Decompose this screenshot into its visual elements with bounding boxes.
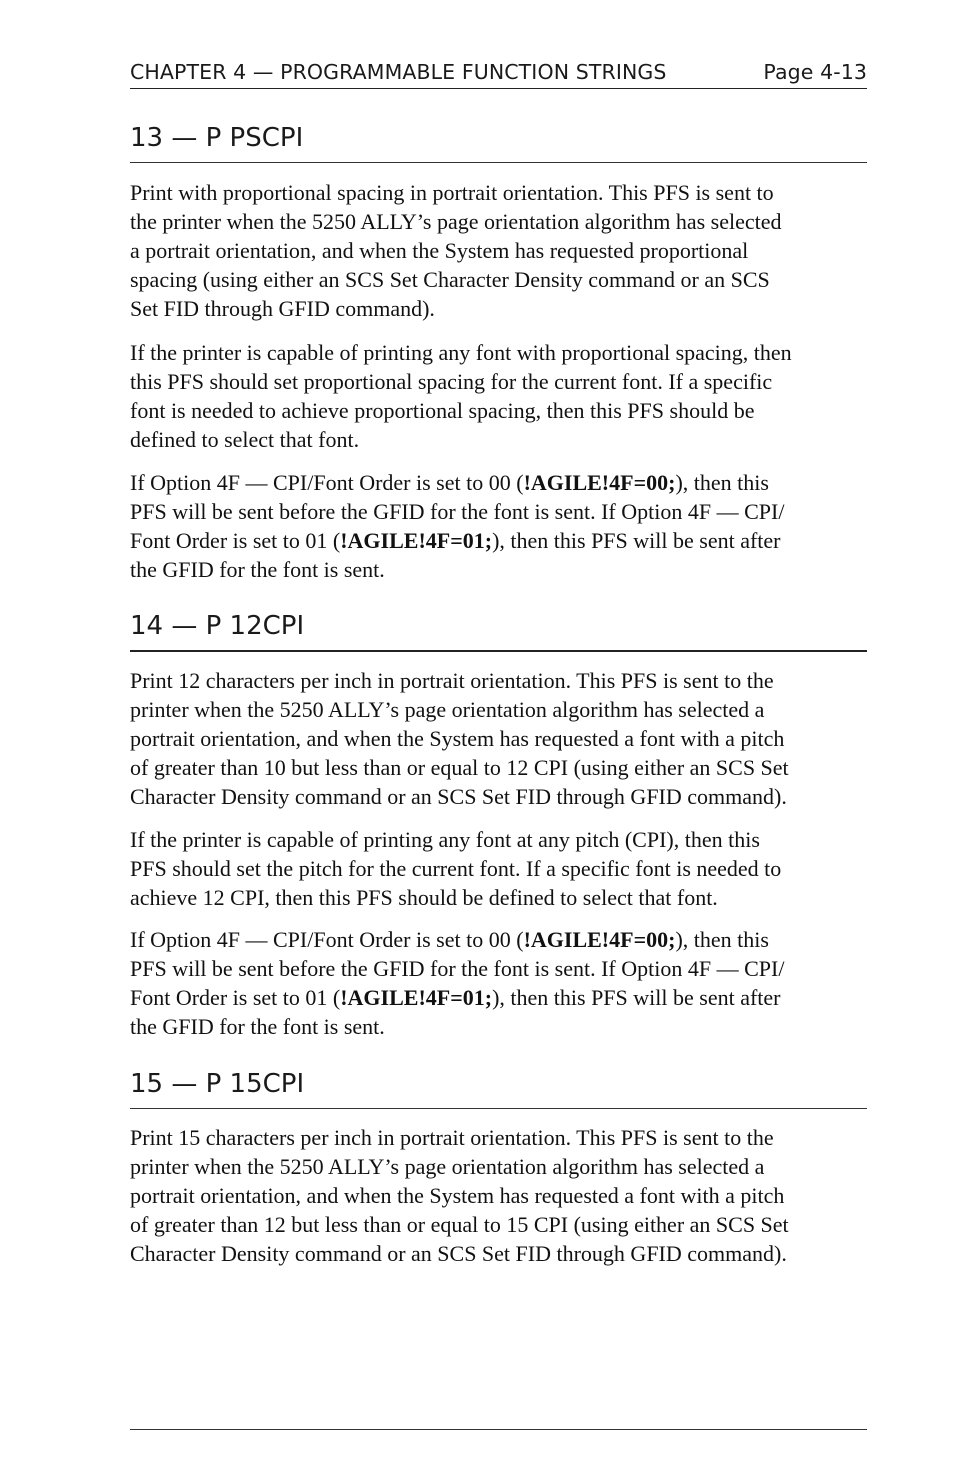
text-run: ), then this bbox=[675, 927, 769, 952]
text-run: Font Order is set to 01 ( bbox=[130, 985, 341, 1010]
paragraph bbox=[130, 468, 867, 584]
text-line: Print with proportional spacing in portrait orientation. This PFS is sent to bbox=[130, 180, 774, 205]
running-header bbox=[130, 56, 867, 89]
text-line: Character Density command or an SCS Set FID through GFID command). bbox=[130, 1241, 787, 1266]
text-run: ), then this PFS will be sent after bbox=[492, 985, 781, 1010]
text-run: If Option 4F — CPI/Font Order is set to 00 ( bbox=[130, 470, 524, 495]
section-heading: 13 — P PSCPI bbox=[130, 120, 867, 163]
text-line: this PFS should set proportional spacing for the current font. If a specific bbox=[130, 369, 773, 394]
text-line bbox=[130, 468, 867, 497]
text-line: PFS should set the pitch for the current font. If a specific font is needed to bbox=[130, 856, 782, 881]
text-line: If the printer is capable of printing any font with proportional spacing, then bbox=[130, 340, 792, 365]
section-14-12cpi bbox=[130, 608, 867, 1041]
document-page bbox=[130, 0, 867, 1475]
text-line: the printer when the 5250 ALLY’s page orientation algorithm has selected bbox=[130, 209, 782, 234]
text-run: ), then this bbox=[675, 470, 769, 495]
text-line: If the printer is capable of printing any font at any pitch (CPI), then this bbox=[130, 827, 760, 852]
page-number: Page 4-13 bbox=[763, 60, 867, 84]
paragraph bbox=[130, 1123, 867, 1268]
text-line: defined to select that font. bbox=[130, 427, 360, 452]
section-heading: 15 — P 15CPI bbox=[130, 1066, 867, 1109]
footer-rule bbox=[130, 1429, 867, 1430]
command-string: !AGILE!4F=00; bbox=[523, 470, 676, 495]
text-line: printer when the 5250 ALLY’s page orientation algorithm has selected a bbox=[130, 697, 765, 722]
text-line: achieve 12 CPI, then this PFS should be defined to select that font. bbox=[130, 885, 718, 910]
text-line: a portrait orientation, and when the System has requested proportional bbox=[130, 238, 749, 263]
text-line: printer when the 5250 ALLY’s page orientation algorithm has selected a bbox=[130, 1154, 765, 1179]
text-line: portrait orientation, and when the System has requested a font with a pitch bbox=[130, 726, 785, 751]
text-line: Print 12 characters per inch in portrait orientation. This PFS is sent to the bbox=[130, 668, 774, 693]
text-line: PFS will be sent before the GFID for the font is sent. If Option 4F — CPI/ bbox=[130, 956, 785, 981]
text-line: portrait orientation, and when the System has requested a font with a pitch bbox=[130, 1183, 785, 1208]
paragraph bbox=[130, 825, 867, 912]
paragraph bbox=[130, 178, 867, 323]
text-run: Font Order is set to 01 ( bbox=[130, 528, 341, 553]
text-run: ), then this PFS will be sent after bbox=[492, 528, 781, 553]
section-heading: 14 — P 12CPI bbox=[130, 608, 867, 652]
text-line: PFS will be sent before the GFID for the font is sent. If Option 4F — CPI/ bbox=[130, 499, 785, 524]
text-line: font is needed to achieve proportional spacing, then this PFS should be bbox=[130, 398, 755, 423]
chapter-title: CHAPTER 4 — PROGRAMMABLE FUNCTION STRINGS bbox=[130, 60, 667, 84]
text-line: Print 15 characters per inch in portrait orientation. This PFS is sent to the bbox=[130, 1125, 774, 1150]
text-line: spacing (using either an SCS Set Character Density command or an SCS bbox=[130, 267, 770, 292]
section-13-pscpi bbox=[130, 120, 867, 584]
text-run: If Option 4F — CPI/Font Order is set to 00 ( bbox=[130, 927, 524, 952]
text-line: the GFID for the font is sent. bbox=[130, 557, 385, 582]
command-string: !AGILE!4F=01; bbox=[340, 528, 493, 553]
text-line bbox=[130, 983, 867, 1012]
section-15-15cpi bbox=[130, 1066, 867, 1268]
text-line bbox=[130, 526, 867, 555]
text-line bbox=[130, 925, 867, 954]
text-line: the GFID for the font is sent. bbox=[130, 1014, 385, 1039]
text-line: Set FID through GFID command). bbox=[130, 296, 435, 321]
command-string: !AGILE!4F=00; bbox=[523, 927, 676, 952]
text-line: Character Density command or an SCS Set FID through GFID command). bbox=[130, 784, 787, 809]
paragraph bbox=[130, 925, 867, 1041]
command-string: !AGILE!4F=01; bbox=[340, 985, 493, 1010]
text-line: of greater than 10 but less than or equal to 12 CPI (using either an SCS Set bbox=[130, 755, 789, 780]
text-line: of greater than 12 but less than or equal to 15 CPI (using either an SCS Set bbox=[130, 1212, 789, 1237]
paragraph bbox=[130, 666, 867, 811]
paragraph bbox=[130, 338, 867, 454]
